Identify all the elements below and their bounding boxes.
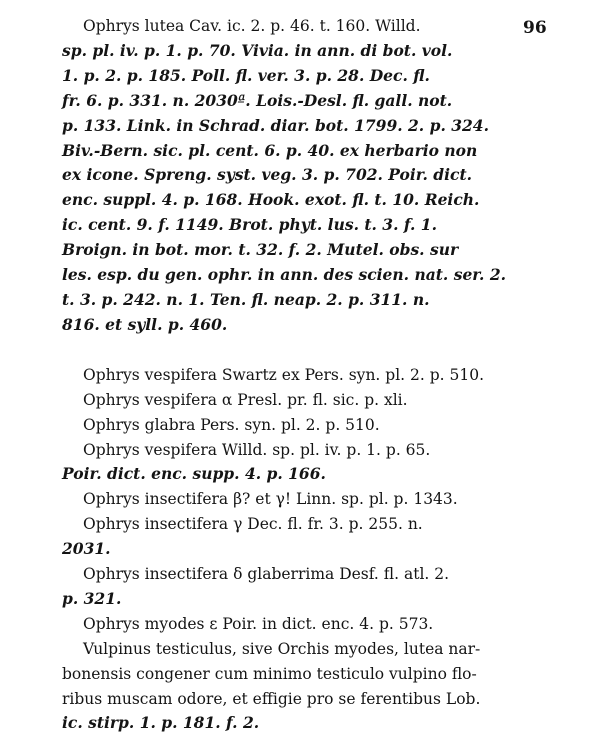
text-line: 1. p. 2. p. 185. Poll. fl. ver. 3. p. 28. Dec. fl. [62, 65, 430, 85]
synonym-entry-ophrys-lutea [62, 14, 510, 338]
text-line: Ophrys vespifera Willd. sp. pl. iv. p. 1. p. 65. [83, 440, 431, 459]
text-line: Ophrys insectifera β? et γ! Linn. sp. pl. p. 1343. [83, 490, 458, 509]
synonym-entry [62, 363, 510, 388]
text-line: 2031. [62, 539, 111, 559]
text-line: sp. pl. iv. p. 1. p. 70. Vivia. in ann. di bot. vol. [62, 40, 453, 60]
text-line: p. 321. [62, 588, 122, 608]
synonym-entry [62, 512, 510, 562]
text-line: ribus muscam odore, et effigie pro se ferentibus Lob. [62, 689, 481, 708]
text-line: ex icone. Spreng. syst. veg. 3. p. 702. Poir. dict. [62, 165, 473, 185]
synonym-entry [62, 438, 510, 488]
text-line: enc. suppl. 4. p. 168. Hook. exot. fl. t. 10. Reich. [62, 190, 480, 210]
text-line: t. 3. p. 242. n. 1. Ten. fl. neap. 2. p. 311. n. [62, 289, 430, 309]
text-line: Poir. dict. enc. supp. 4. p. 166. [62, 464, 326, 484]
text-line: fr. 6. p. 331. n. 2030ª. Lois.-Desl. fl. gall. not. [62, 90, 453, 110]
synonym-entry [62, 413, 510, 438]
text-line: Ophrys glabra Pers. syn. pl. 2. p. 510. [83, 415, 380, 434]
text-column [62, 14, 510, 736]
text-line: p. 133. Link. in Schrad. diar. bot. 1799. 2. p. 324. [62, 115, 489, 135]
text-line: Vulpinus testiculus, sive Orchis myodes, lutea nar- [83, 639, 481, 658]
synonym-entry [62, 487, 510, 512]
text-line: Ophrys myodes ε Poir. in dict. enc. 4. p. 573. [83, 614, 434, 633]
paragraph-gap [62, 338, 510, 363]
text-line: Ophrys lutea Cav. ic. 2. p. 46. t. 160. Willd. [83, 17, 421, 35]
text-line: les. esp. du gen. ophr. in ann. des scien. nat. ser. 2. [62, 265, 507, 285]
synonym-entry [62, 388, 510, 413]
text-line: bonensis congener cum minimo testiculo vulpino flo- [62, 664, 477, 683]
text-line: Ophrys vespifera Swartz ex Pers. syn. pl. 2. p. 510. [83, 365, 485, 384]
text-line: Ophrys insectifera δ glaberrima Desf. fl. atl. 2. [83, 565, 450, 584]
text-line: ic. cent. 9. f. 1149. Brot. phyt. lus. t. 3. f. 1. [62, 215, 437, 235]
synonym-entry [62, 562, 510, 612]
lobelius-citation [62, 637, 510, 736]
text-line: Biv.-Bern. sic. pl. cent. 6. p. 40. ex herbario non [62, 140, 478, 160]
page-number: 96 [523, 18, 547, 38]
text-line: Ophrys vespifera α Presl. pr. fl. sic. p. xli. [83, 390, 408, 409]
text-line: 816. et syll. p. 460. [62, 314, 228, 334]
text-line: ic. stirp. 1. p. 181. f. 2. [62, 713, 260, 733]
text-line: Broign. in bot. mor. t. 32. f. 2. Mutel. obs. sur [62, 240, 459, 260]
text-line: Ophrys insectifera γ Dec. fl. fr. 3. p. 255. n. [83, 515, 423, 534]
synonym-entry [62, 612, 510, 637]
